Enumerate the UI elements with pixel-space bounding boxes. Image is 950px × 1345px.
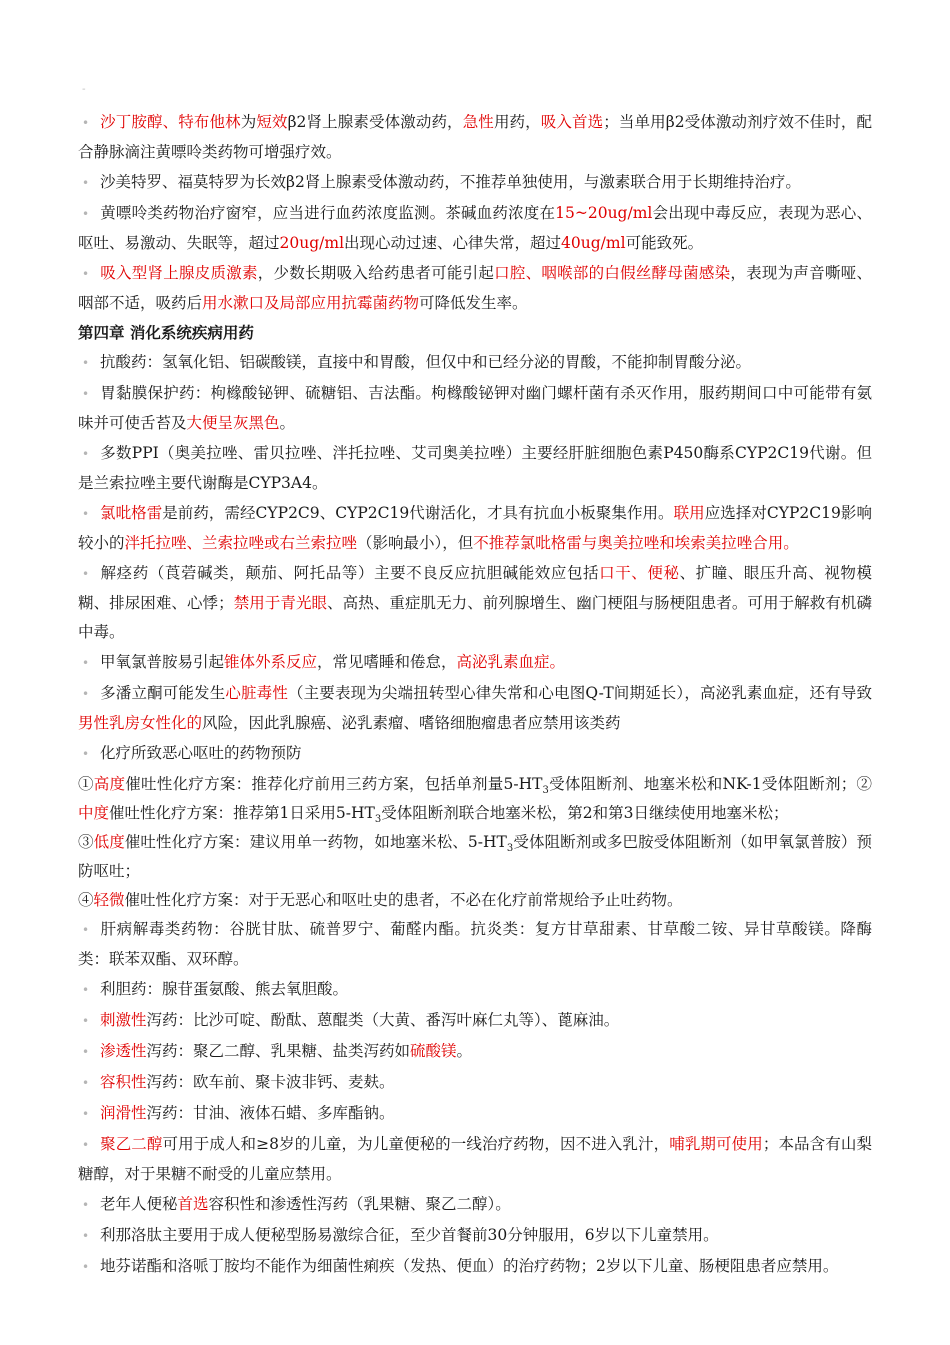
text-segment: 。	[279, 414, 296, 432]
bullet-icon: •	[82, 207, 90, 221]
highlighted-text: 高度	[93, 775, 126, 793]
text-segment: ①	[78, 775, 94, 793]
highlighted-text: 大便呈灰黑色	[186, 414, 280, 432]
text-segment: 受体阻断剂、地塞米松和NK-1受体阻断剂；②	[548, 775, 872, 793]
text-segment: 泻药：聚乙二醇、乳果糖、盐类泻药如	[146, 1042, 411, 1060]
text-segment: 催吐性化疗方案：推荐化疗前用三药方案，包括单剂量5-HT	[125, 775, 543, 793]
text-segment: 是前药，需经CYP2C9、CYP2C19代谢活化，才具有抗血小板聚集作用。	[162, 504, 674, 522]
top-mark: -	[82, 84, 86, 95]
highlighted-text: 40ug/ml	[561, 234, 626, 252]
paragraph	[78, 648, 872, 679]
highlighted-text: 泮托拉唑、兰索拉唑或右兰索拉唑	[124, 534, 358, 552]
text-segment: 化疗所致恶心呕吐的药物预防	[100, 744, 302, 762]
paragraph	[78, 379, 872, 439]
paragraph	[78, 886, 872, 915]
highlighted-text: 氯吡格雷	[100, 504, 163, 522]
section-heading	[78, 319, 872, 348]
highlighted-text: 沙丁胺醇、特布他林	[100, 113, 241, 131]
text-segment: 用药，	[493, 113, 541, 131]
text-segment: ；本品含有山梨糖醇，对于果糖不耐受的儿童应禁用。	[78, 1135, 872, 1183]
text-segment: 容积性和渗透性泻药（乳果糖、聚乙二醇）。	[208, 1195, 511, 1213]
bullet-icon: •	[82, 1260, 90, 1274]
text-segment: 可用于成人和≥8岁的儿童，为儿童便秘的一线治疗药物，因不进入乳汁，	[162, 1135, 670, 1153]
paragraph	[78, 108, 872, 168]
text-segment: 受体阻断剂或多巴胺受体阻断剂（如甲氧氯普胺）预防呕吐；	[78, 833, 872, 880]
bullet-icon: •	[82, 747, 90, 761]
bullet-icon: •	[82, 1229, 90, 1243]
paragraph	[78, 1099, 872, 1130]
text-segment: 胃黏膜保护药：枸橼酸铋钾、硫糖铝、吉法酯。枸橼酸铋钾对幽门螺杆菌有杀灭作用，服药期间口中可能带有氨味并可使舌苔及	[78, 384, 872, 432]
bullet-icon: •	[82, 1198, 90, 1212]
text-segment: 肝病解毒类药物：谷胱甘肽、硫普罗宁、葡醛内酯。抗炎类：复方甘草甜素、甘草酸二铵、异甘草酸镁。降酶类：联苯双酯、双环醇。	[78, 920, 872, 968]
text-segment: 多数PPI（奥美拉唑、雷贝拉唑、泮托拉唑、艾司奥美拉唑）主要经肝脏细胞色素P450酶系CYP2C19代谢。但是兰索拉唑主要代谢酶是CYP3A4。	[78, 444, 872, 492]
text-segment: 可能致死。	[625, 234, 704, 252]
paragraph	[78, 739, 872, 770]
bullet-icon: •	[82, 1138, 90, 1152]
text-segment: 3	[506, 843, 514, 855]
paragraph	[78, 770, 872, 828]
paragraph	[78, 975, 872, 1006]
highlighted-text: 口干、便秘	[599, 564, 680, 582]
highlighted-text: 硫酸镁	[410, 1042, 457, 1060]
paragraph	[78, 915, 872, 975]
highlighted-text: 联用	[673, 504, 705, 522]
highlighted-text: 口腔、咽喉部的白假丝酵母菌感染	[494, 264, 731, 282]
text-segment: ，表现为声音嘶哑、咽部不适，吸药后	[78, 264, 872, 312]
paragraph	[78, 1252, 872, 1283]
highlighted-text: 渗透性	[100, 1042, 147, 1060]
text-segment: 地芬诺酯和洛哌丁胺均不能作为细菌性痢疾（发热、便血）的治疗药物；2岁以下儿童、肠梗阻患者应禁用。	[100, 1257, 839, 1275]
highlighted-text: 禁用于青光眼	[233, 594, 328, 612]
text-segment: β2肾上腺素受体激动药，	[287, 113, 463, 131]
text-segment: 第四章 消化系统疾病用药	[78, 323, 254, 342]
highlighted-text: 短效	[256, 113, 288, 131]
paragraph	[78, 559, 872, 648]
bullet-icon: •	[82, 507, 90, 521]
highlighted-text: 急性	[462, 113, 494, 131]
text-segment: 、扩瞳、眼压升高、视物模糊、排尿困难、心悸；	[78, 564, 872, 612]
highlighted-text: 吸入首选	[540, 113, 604, 131]
text-segment: 3	[374, 814, 382, 826]
bullet-icon: •	[82, 687, 90, 701]
text-segment: 解痉药（莨菪碱类，颠茄、阿托品等）主要不良反应抗胆碱能效应包括	[100, 564, 600, 582]
text-segment: 泻药：欧车前、聚卡波非钙、麦麸。	[146, 1073, 395, 1091]
bullet-icon: •	[82, 983, 90, 997]
highlighted-text: 首选	[177, 1195, 209, 1213]
highlighted-text: 用水漱口及局部应用抗霉菌药物	[202, 294, 420, 312]
text-segment: 受体阻断剂联合地塞米松，第2和第3日继续使用地塞米松；	[381, 804, 789, 822]
highlighted-text: 15~20ug/ml	[555, 204, 653, 222]
text-segment: 抗酸药：氢氧化铝、铝碳酸镁，直接中和胃酸，但仅中和已经分泌的胃酸，不能抑制胃酸分泌。	[100, 353, 752, 371]
text-segment: 可降低发生率。	[419, 294, 528, 312]
bullet-icon: •	[82, 1014, 90, 1028]
bullet-icon: •	[82, 176, 90, 190]
text-segment: ，常见嗜睡和倦怠，	[317, 653, 457, 671]
text-segment: 。	[456, 1042, 473, 1060]
paragraph	[78, 1068, 872, 1099]
highlighted-text: 男性乳房女性化的	[78, 714, 203, 732]
bullet-icon: •	[82, 1045, 90, 1059]
highlighted-text: 20ug/ml	[279, 234, 345, 252]
highlighted-text: 不推荐氯吡格雷与奥美拉唑和埃索美拉唑合用。	[473, 534, 799, 552]
highlighted-text: 润滑性	[100, 1104, 147, 1122]
paragraph	[78, 1037, 872, 1068]
text-segment: 利胆药：腺苷蛋氨酸、熊去氧胆酸。	[100, 980, 349, 998]
paragraph	[78, 199, 872, 259]
text-segment: （影响最小），但	[357, 534, 474, 552]
text-segment: 3	[542, 785, 549, 797]
text-segment: 利那洛肽主要用于成人便秘型肠易激综合征，至少首餐前30分钟服用，6岁以下儿童禁用。	[100, 1226, 719, 1244]
paragraph	[78, 1130, 872, 1190]
text-segment: 沙美特罗、福莫特罗为长效β2肾上腺素受体激动药，不推荐单独使用，与激素联合用于长期维持治疗。	[100, 173, 801, 191]
text-segment: 、高热、重症肌无力、前列腺增生、幽门梗阻与肠梗阻患者。可用于解救有机磷中毒。	[78, 594, 872, 641]
highlighted-text: 高泌乳素血症。	[456, 653, 566, 671]
text-segment: ，少数长期吸入给药患者可能引起	[257, 264, 495, 282]
text-segment: ④	[78, 891, 94, 909]
highlighted-text: 轻微	[93, 891, 125, 909]
highlighted-text: 聚乙二醇	[100, 1135, 163, 1153]
bullet-icon: •	[82, 656, 90, 670]
bullet-icon: •	[82, 447, 90, 461]
text-segment: 为	[240, 113, 257, 131]
text-segment: 催吐性化疗方案：建议用单一药物，如地塞米松、5-HT	[124, 833, 507, 851]
text-segment: 出现心动过速、心律失常，超过	[344, 234, 562, 252]
bullet-icon: •	[82, 387, 90, 401]
text-segment: 会出现中毒反应，表现为恶心、呕吐、易激动、失眠等，超过	[78, 204, 872, 252]
bullet-icon: •	[82, 1076, 90, 1090]
highlighted-text: 哺乳期可使用	[669, 1135, 763, 1153]
bullet-icon: •	[82, 923, 90, 937]
bullet-icon: •	[82, 116, 90, 130]
highlighted-text: 心脏毒性	[225, 684, 288, 702]
paragraph	[78, 1006, 872, 1037]
highlighted-text: 中度	[78, 804, 110, 822]
paragraph	[78, 168, 872, 199]
text-segment: 风险，因此乳腺癌、泌乳素瘤、嗜铬细胞瘤患者应禁用该类药	[202, 714, 621, 732]
paragraph	[78, 259, 872, 319]
highlighted-text: 锥体外系反应	[224, 653, 318, 671]
text-segment: ；当单用β2受体激动剂疗效不佳时，配合静脉滴注黄嘌呤类药物可增强疗效。	[78, 113, 872, 161]
text-segment: 多潘立酮可能发生	[100, 684, 226, 702]
paragraph	[78, 1190, 872, 1221]
text-segment: ③	[78, 833, 94, 851]
paragraph	[78, 1221, 872, 1252]
highlighted-text: 低度	[93, 833, 125, 851]
bullet-icon: •	[82, 267, 90, 281]
bullet-icon: •	[82, 567, 90, 581]
text-segment: （主要表现为尖端扭转型心律失常和心电图Q-T间期延长），高泌乳素血症，还有导致	[287, 684, 872, 702]
text-segment: 黄嘌呤类药物治疗窗窄，应当进行血药浓度监测。茶碱血药浓度在	[100, 204, 556, 222]
document-body	[78, 108, 872, 1283]
text-segment: 甲氧氯普胺易引起	[100, 653, 225, 671]
paragraph	[78, 439, 872, 499]
highlighted-text: 刺激性	[100, 1011, 147, 1029]
text-segment: 泻药：甘油、液体石蜡、多库酯钠。	[146, 1104, 395, 1122]
paragraph	[78, 499, 872, 559]
text-segment: 催吐性化疗方案：推荐第1日采用5-HT	[109, 804, 375, 822]
bullet-icon: •	[82, 356, 90, 370]
highlighted-text: 容积性	[100, 1073, 147, 1091]
bullet-icon: •	[82, 1107, 90, 1121]
paragraph	[78, 679, 872, 739]
text-segment: 泻药：比沙可啶、酚酞、蒽醌类（大黄、番泻叶麻仁丸等）、蓖麻油。	[146, 1011, 620, 1029]
text-segment: 应选择对CYP2C19影响较小的	[78, 504, 872, 552]
paragraph	[78, 828, 872, 886]
highlighted-text: 吸入型肾上腺皮质激素	[100, 264, 258, 282]
text-segment: 催吐性化疗方案：对于无恶心和呕吐史的患者，不必在化疗前常规给予止吐药物。	[124, 891, 683, 909]
text-segment: 老年人便秘	[100, 1195, 178, 1213]
paragraph	[78, 348, 872, 379]
